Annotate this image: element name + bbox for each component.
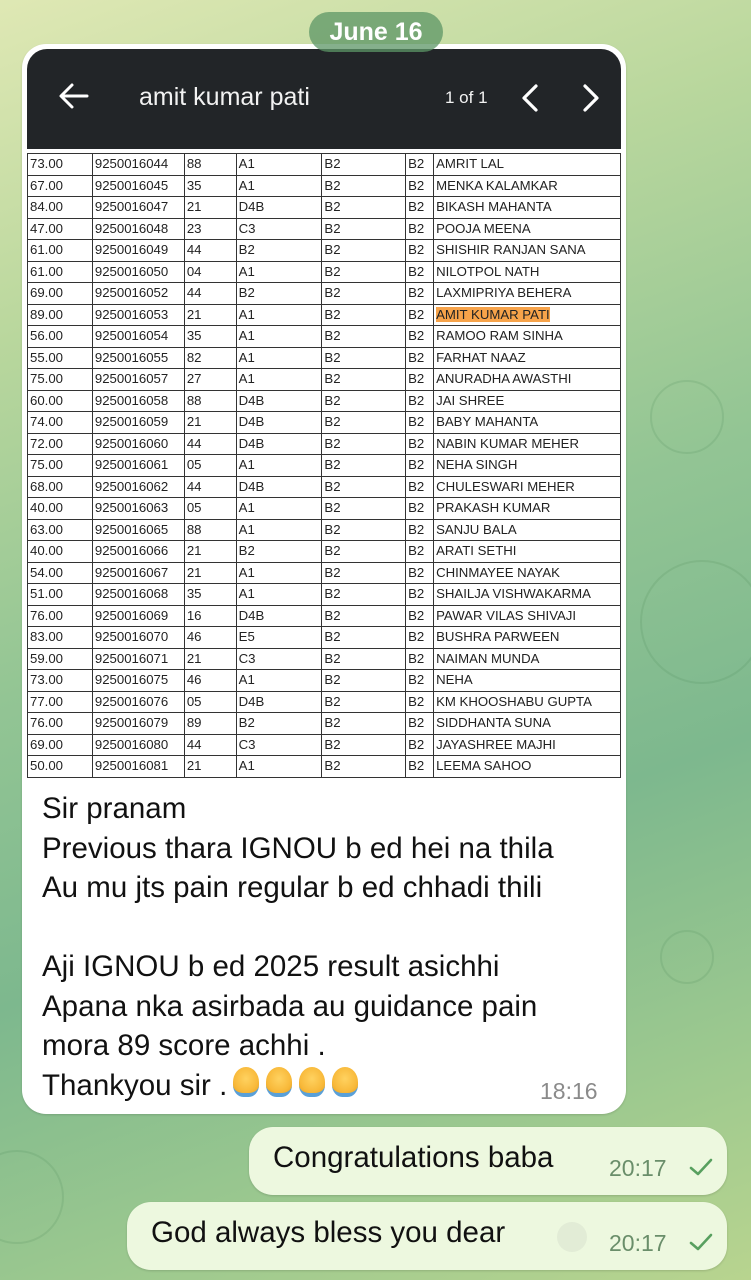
table-cell-grade_b: B2 [322,412,406,434]
table-cell-code: 35 [184,326,236,348]
table-cell-score: 56.00 [28,326,93,348]
table-cell-score: 61.00 [28,240,93,262]
table-cell-name: NAIMAN MUNDA [434,648,621,670]
message-time: 18:16 [540,1078,598,1104]
table-cell-enrolment_no: 9250016070 [92,627,184,649]
folded-hands-icon [299,1067,325,1097]
table-cell-score: 76.00 [28,713,93,735]
table-cell-grade_b: B2 [322,691,406,713]
sent-check-icon [689,1157,713,1177]
table-cell-name: LAXMIPRIYA BEHERA [434,283,621,305]
table-cell-code: 21 [184,412,236,434]
table-cell-grade_a: C3 [236,218,322,240]
table-cell-code: 21 [184,541,236,563]
table-row [28,218,621,240]
table-cell-grade_c: B2 [406,369,434,391]
table-row [28,756,621,778]
table-cell-enrolment_no: 9250016075 [92,670,184,692]
chevron-right-icon[interactable] [580,83,602,113]
table-cell-enrolment_no: 9250016052 [92,283,184,305]
table-cell-grade_b: B2 [322,175,406,197]
table-cell-grade_b: B2 [322,476,406,498]
table-cell-name: JAI SHREE [434,390,621,412]
message-time: 20:17 [609,1230,667,1256]
table-cell-enrolment_no: 9250016050 [92,261,184,283]
table-cell-grade_a: A1 [236,347,322,369]
table-cell-grade_b: B2 [322,304,406,326]
table-cell-name: ARATI SETHI [434,541,621,563]
table-cell-grade_b: B2 [322,283,406,305]
message-line: Au mu jts pain regular b ed chhadi thili [42,871,543,904]
table-cell-code: 05 [184,498,236,520]
table-cell-score: 69.00 [28,734,93,756]
table-cell-grade_b: B2 [322,240,406,262]
table-cell-grade_c: B2 [406,476,434,498]
table-cell-name: AMIT KUMAR PATI [434,304,621,326]
table-cell-enrolment_no: 9250016054 [92,326,184,348]
folded-hands-icon [332,1067,358,1097]
table-cell-name: SHISHIR RANJAN SANA [434,240,621,262]
table-cell-grade_a: B2 [236,240,322,262]
table-cell-grade_c: B2 [406,455,434,477]
table-cell-grade_a: D4B [236,197,322,219]
table-cell-name: FARHAT NAAZ [434,347,621,369]
table-cell-grade_a: E5 [236,627,322,649]
table-cell-name: CHULESWARI MEHER [434,476,621,498]
table-cell-name: NEHA SINGH [434,455,621,477]
table-row [28,584,621,606]
table-row [28,390,621,412]
table-cell-grade_b: B2 [322,584,406,606]
table-cell-grade_a: A1 [236,584,322,606]
document-title: amit kumar pati [139,83,310,111]
table-cell-code: 44 [184,283,236,305]
table-cell-code: 89 [184,713,236,735]
table-cell-score: 76.00 [28,605,93,627]
table-cell-enrolment_no: 9250016048 [92,218,184,240]
table-cell-grade_c: B2 [406,498,434,520]
table-cell-code: 44 [184,433,236,455]
table-cell-score: 72.00 [28,433,93,455]
table-cell-enrolment_no: 9250016069 [92,605,184,627]
table-cell-grade_a: D4B [236,433,322,455]
table-cell-score: 61.00 [28,261,93,283]
table-cell-name: ANURADHA AWASTHI [434,369,621,391]
table-cell-name: MENKA KALAMKAR [434,175,621,197]
table-cell-grade_a: A1 [236,154,322,176]
table-cell-score: 74.00 [28,412,93,434]
table-cell-name: NILOTPOL NATH [434,261,621,283]
table-row [28,433,621,455]
table-cell-name: AMRIT LAL [434,154,621,176]
table-row [28,412,621,434]
table-cell-grade_a: A1 [236,756,322,778]
table-cell-name: SIDDHANTA SUNA [434,713,621,735]
table-cell-grade_b: B2 [322,734,406,756]
table-cell-grade_c: B2 [406,756,434,778]
table-cell-grade_b: B2 [322,326,406,348]
wallpaper-doodle [650,380,724,454]
table-cell-grade_b: B2 [322,390,406,412]
folded-hands-emoji [233,1066,365,1106]
table-row [28,541,621,563]
table-cell-grade_c: B2 [406,154,434,176]
table-cell-grade_c: B2 [406,347,434,369]
wallpaper-doodle [640,560,751,684]
table-cell-grade_a: C3 [236,648,322,670]
table-cell-score: 68.00 [28,476,93,498]
table-cell-grade_c: B2 [406,734,434,756]
table-cell-grade_c: B2 [406,390,434,412]
table-cell-enrolment_no: 9250016049 [92,240,184,262]
message-text: Congratulations baba [273,1141,554,1174]
wallpaper-doodle [660,930,714,984]
table-cell-enrolment_no: 9250016065 [92,519,184,541]
table-cell-grade_b: B2 [322,154,406,176]
table-cell-grade_a: C3 [236,734,322,756]
table-cell-name: BABY MAHANTA [434,412,621,434]
table-cell-score: 50.00 [28,756,93,778]
table-cell-enrolment_no: 9250016079 [92,713,184,735]
table-cell-score: 55.00 [28,347,93,369]
table-cell-name: JAYASHREE MAJHI [434,734,621,756]
table-cell-code: 16 [184,605,236,627]
table-cell-score: 63.00 [28,519,93,541]
message-line: Apana nka asirbada au guidance pain [42,989,538,1023]
table-cell-code: 44 [184,240,236,262]
table-cell-name: PRAKASH KUMAR [434,498,621,520]
table-cell-grade_c: B2 [406,218,434,240]
table-cell-grade_b: B2 [322,670,406,692]
table-cell-score: 73.00 [28,670,93,692]
table-row [28,605,621,627]
table-cell-enrolment_no: 9250016057 [92,369,184,391]
table-cell-enrolment_no: 9250016062 [92,476,184,498]
table-cell-grade_a: A1 [236,261,322,283]
message-line: Thankyou sir . [42,1068,228,1102]
table-cell-enrolment_no: 9250016059 [92,412,184,434]
table-cell-code: 46 [184,670,236,692]
table-cell-name: PAWAR VILAS SHIVAJI [434,605,621,627]
table-cell-grade_b: B2 [322,433,406,455]
table-cell-name: NABIN KUMAR MEHER [434,433,621,455]
table-cell-score: 69.00 [28,283,93,305]
table-cell-grade_c: B2 [406,412,434,434]
table-row [28,347,621,369]
table-cell-grade_c: B2 [406,562,434,584]
table-cell-grade_b: B2 [322,261,406,283]
table-cell-code: 05 [184,691,236,713]
table-row [28,455,621,477]
table-cell-name: CHINMAYEE NAYAK [434,562,621,584]
table-cell-code: 44 [184,476,236,498]
message-line-last [42,1066,612,1106]
table-cell-enrolment_no: 9250016044 [92,154,184,176]
table-cell-grade_c: B2 [406,519,434,541]
table-cell-grade_a: D4B [236,390,322,412]
table-row [28,713,621,735]
pdf-viewer-toolbar [27,49,621,149]
table-row [28,240,621,262]
table-cell-name: BUSHRA PARWEEN [434,627,621,649]
table-cell-grade_a: D4B [236,476,322,498]
table-cell-enrolment_no: 9250016058 [92,390,184,412]
table-cell-grade_a: A1 [236,369,322,391]
table-cell-grade_c: B2 [406,197,434,219]
pdf-attachment[interactable] [27,49,621,812]
table-cell-grade_b: B2 [322,627,406,649]
table-row [28,498,621,520]
message-line: Sir pranam [42,792,187,825]
table-cell-score: 89.00 [28,304,93,326]
table-cell-grade_a: A1 [236,562,322,584]
table-row [28,691,621,713]
outgoing-message-bubble[interactable] [249,1127,727,1195]
table-cell-enrolment_no: 9250016047 [92,197,184,219]
table-cell-grade_c: B2 [406,261,434,283]
table-cell-grade_c: B2 [406,648,434,670]
table-cell-grade_c: B2 [406,627,434,649]
table-cell-code: 21 [184,562,236,584]
table-cell-code: 88 [184,390,236,412]
table-row [28,283,621,305]
table-cell-grade_a: D4B [236,412,322,434]
table-cell-enrolment_no: 9250016071 [92,648,184,670]
table-row [28,154,621,176]
outgoing-message-bubble[interactable] [127,1202,727,1270]
table-cell-grade_b: B2 [322,347,406,369]
table-row [28,175,621,197]
table-row [28,326,621,348]
table-cell-enrolment_no: 9250016068 [92,584,184,606]
table-cell-name: NEHA [434,670,621,692]
table-cell-grade_b: B2 [322,541,406,563]
table-cell-score: 83.00 [28,627,93,649]
page-counter: 1 of 1 [445,88,488,107]
table-cell-score: 54.00 [28,562,93,584]
table-cell-code: 88 [184,154,236,176]
incoming-message-text [42,789,612,1105]
table-cell-enrolment_no: 9250016045 [92,175,184,197]
table-cell-score: 75.00 [28,369,93,391]
table-cell-grade_b: B2 [322,455,406,477]
table-cell-score: 47.00 [28,218,93,240]
table-cell-code: 21 [184,197,236,219]
table-cell-enrolment_no: 9250016080 [92,734,184,756]
table-cell-grade_b: B2 [322,756,406,778]
table-cell-enrolment_no: 9250016055 [92,347,184,369]
folded-hands-icon [266,1067,292,1097]
table-row [28,476,621,498]
table-row [28,369,621,391]
table-cell-grade_c: B2 [406,433,434,455]
incoming-message-bubble[interactable] [22,44,626,1114]
table-cell-score: 40.00 [28,541,93,563]
table-cell-grade_c: B2 [406,670,434,692]
sent-check-icon [689,1232,713,1252]
table-cell-code: 88 [184,519,236,541]
table-cell-grade_a: B2 [236,713,322,735]
table-cell-name: SANJU BALA [434,519,621,541]
table-cell-grade_a: A1 [236,498,322,520]
table-cell-code: 46 [184,627,236,649]
table-cell-enrolment_no: 9250016060 [92,433,184,455]
table-cell-grade_b: B2 [322,498,406,520]
table-cell-enrolment_no: 9250016076 [92,691,184,713]
table-cell-score: 51.00 [28,584,93,606]
message-line: mora 89 score achhi . [42,1029,326,1062]
blank-line [42,908,612,948]
table-cell-code: 21 [184,648,236,670]
table-cell-enrolment_no: 9250016053 [92,304,184,326]
folded-hands-icon [233,1067,259,1097]
table-cell-grade_a: A1 [236,519,322,541]
reaction-placeholder-icon[interactable] [557,1222,587,1252]
table-cell-name: POOJA MEENA [434,218,621,240]
table-cell-grade_c: B2 [406,304,434,326]
table-cell-code: 35 [184,175,236,197]
table-cell-grade_a: A1 [236,326,322,348]
table-cell-enrolment_no: 9250016067 [92,562,184,584]
table-cell-grade_b: B2 [322,519,406,541]
table-cell-code: 23 [184,218,236,240]
table-cell-grade_b: B2 [322,648,406,670]
table-cell-name: KM KHOOSHABU GUPTA [434,691,621,713]
table-cell-name: LEEMA SAHOO [434,756,621,778]
message-text: God always bless you dear [151,1216,506,1249]
table-cell-grade_b: B2 [322,369,406,391]
table-cell-grade_a: A1 [236,304,322,326]
table-cell-grade_a: B2 [236,541,322,563]
table-cell-grade_a: A1 [236,670,322,692]
table-cell-grade_a: A1 [236,455,322,477]
table-cell-grade_c: B2 [406,283,434,305]
table-cell-score: 60.00 [28,390,93,412]
table-cell-grade_c: B2 [406,175,434,197]
table-cell-score: 84.00 [28,197,93,219]
table-cell-code: 04 [184,261,236,283]
table-cell-grade_c: B2 [406,605,434,627]
table-cell-enrolment_no: 9250016066 [92,541,184,563]
table-cell-grade_c: B2 [406,713,434,735]
table-cell-grade_b: B2 [322,197,406,219]
result-table [27,153,621,778]
table-row [28,734,621,756]
table-cell-grade_c: B2 [406,541,434,563]
table-cell-score: 73.00 [28,154,93,176]
table-cell-grade_c: B2 [406,240,434,262]
back-arrow-icon[interactable] [57,79,91,113]
table-cell-grade_a: D4B [236,691,322,713]
table-cell-score: 75.00 [28,455,93,477]
date-badge: June 16 [309,12,443,52]
table-cell-grade_a: B2 [236,283,322,305]
chevron-left-icon[interactable] [519,83,541,113]
table-row [28,627,621,649]
table-row [28,261,621,283]
table-cell-grade_a: D4B [236,605,322,627]
table-cell-grade_b: B2 [322,218,406,240]
table-cell-name: SHAILJA VISHWAKARMA [434,584,621,606]
table-cell-name: RAMOO RAM SINHA [434,326,621,348]
table-row [28,648,621,670]
table-cell-enrolment_no: 9250016061 [92,455,184,477]
table-cell-grade_b: B2 [322,605,406,627]
table-cell-grade_b: B2 [322,562,406,584]
table-row [28,197,621,219]
table-row [28,562,621,584]
table-row [28,304,621,326]
message-line: Aji IGNOU b ed 2025 result asichhi [42,950,500,983]
table-cell-grade_b: B2 [322,713,406,735]
table-cell-grade_c: B2 [406,326,434,348]
table-cell-code: 35 [184,584,236,606]
table-cell-name: BIKASH MAHANTA [434,197,621,219]
table-cell-enrolment_no: 9250016063 [92,498,184,520]
table-cell-code: 82 [184,347,236,369]
table-cell-score: 77.00 [28,691,93,713]
table-cell-grade_a: A1 [236,175,322,197]
table-cell-score: 67.00 [28,175,93,197]
table-cell-grade_c: B2 [406,691,434,713]
table-cell-enrolment_no: 9250016081 [92,756,184,778]
table-cell-grade_c: B2 [406,584,434,606]
table-cell-code: 44 [184,734,236,756]
table-cell-code: 21 [184,304,236,326]
table-row [28,519,621,541]
message-time: 20:17 [609,1155,667,1181]
table-cell-code: 05 [184,455,236,477]
table-cell-score: 59.00 [28,648,93,670]
table-row [28,670,621,692]
message-line: Previous thara IGNOU b ed hei na thila [42,831,554,865]
wallpaper-doodle [0,1150,64,1244]
table-cell-code: 27 [184,369,236,391]
table-cell-score: 40.00 [28,498,93,520]
table-cell-code: 21 [184,756,236,778]
